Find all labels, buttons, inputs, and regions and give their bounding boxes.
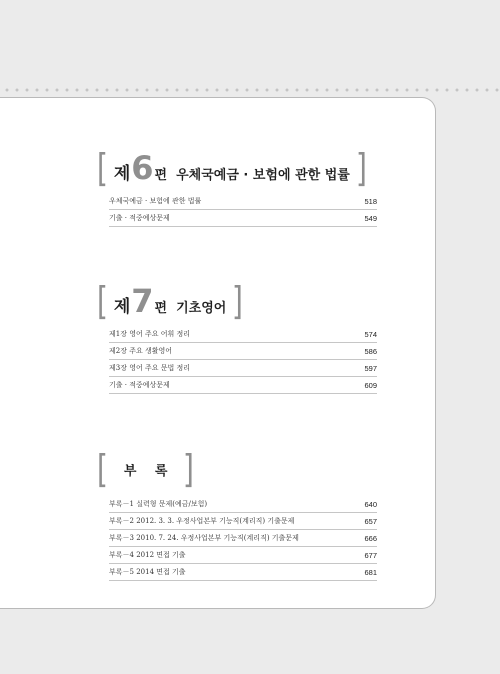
part-number: 7 bbox=[131, 282, 154, 320]
toc-entry-page: 518 bbox=[364, 196, 377, 206]
part-title: 우체국예금 · 보험에 관한 법률 bbox=[176, 168, 350, 183]
toc-entry-page: 657 bbox=[364, 516, 377, 526]
dotted-divider bbox=[0, 86, 500, 94]
part-6-heading bbox=[95, 146, 377, 190]
appendix-title: 부 록 bbox=[123, 463, 168, 479]
appendix-toc bbox=[109, 496, 377, 581]
toc-entry-page: 609 bbox=[364, 380, 377, 390]
part-suffix: 편 bbox=[154, 168, 168, 183]
toc-entry-label: 제2장 주요 생활영어 bbox=[109, 347, 172, 355]
appendix-section bbox=[95, 447, 377, 577]
part-title: 기초영어 bbox=[176, 301, 227, 316]
toc-entry-label: 기출 · 적중예상문제 bbox=[109, 214, 170, 222]
toc-entry[interactable] bbox=[109, 547, 377, 564]
toc-entry-label: 부록－5 2014 면접 기출 bbox=[109, 568, 186, 576]
toc-entry-label: 부록－3 2010. 7. 24. 우정사업본부 기능직(계리직) 기출문제 bbox=[109, 534, 299, 542]
toc-entry-label: 제3장 영어 주요 문법 정리 bbox=[109, 364, 190, 372]
part-7-heading bbox=[95, 279, 377, 323]
toc-entry[interactable] bbox=[109, 193, 377, 210]
left-bracket-icon: [ bbox=[96, 146, 108, 190]
left-bracket-icon: [ bbox=[96, 279, 108, 323]
part-prefix: 제 bbox=[113, 164, 131, 184]
toc-entry[interactable] bbox=[109, 564, 377, 581]
toc-entry-page: 586 bbox=[364, 346, 377, 356]
toc-entry[interactable] bbox=[109, 360, 377, 377]
toc-entry-label: 부록－4 2012 면접 기출 bbox=[109, 551, 186, 559]
part-7-section bbox=[95, 279, 377, 390]
toc-entry-page: 640 bbox=[364, 499, 377, 509]
part-suffix: 편 bbox=[154, 301, 168, 316]
right-bracket-icon: ] bbox=[183, 447, 195, 491]
toc-entry[interactable] bbox=[109, 496, 377, 513]
toc-entry[interactable] bbox=[109, 326, 377, 343]
toc-entry-label: 우체국예금 · 보험에 관한 법률 bbox=[109, 197, 202, 205]
toc-entry-page: 549 bbox=[364, 213, 377, 223]
toc-entry-page: 681 bbox=[364, 567, 377, 577]
left-bracket-icon: [ bbox=[96, 447, 108, 491]
toc-entry-page: 574 bbox=[364, 329, 377, 339]
toc-entry-page: 597 bbox=[364, 363, 377, 373]
appendix-heading bbox=[95, 447, 377, 491]
toc-entry-page: 677 bbox=[364, 550, 377, 560]
toc-entry-label: 제1장 영어 주요 어휘 정리 bbox=[109, 330, 190, 338]
right-bracket-icon: ] bbox=[355, 146, 367, 190]
part-7-toc bbox=[109, 326, 377, 394]
part-number: 6 bbox=[131, 149, 154, 187]
toc-entry[interactable] bbox=[109, 210, 377, 227]
toc-entry-label: 기출 · 적중예상문제 bbox=[109, 381, 170, 389]
right-bracket-icon: ] bbox=[232, 279, 244, 323]
toc-entry[interactable] bbox=[109, 513, 377, 530]
book-page bbox=[0, 97, 436, 609]
toc-entry[interactable] bbox=[109, 530, 377, 547]
toc-entry[interactable] bbox=[109, 377, 377, 394]
toc-entry-label: 부록－1 실력형 문제(예금/보험) bbox=[109, 500, 208, 508]
part-6-toc bbox=[109, 193, 377, 227]
toc-entry-page: 666 bbox=[364, 533, 377, 543]
part-6-section bbox=[95, 146, 377, 223]
toc-entry-label: 부록－2 2012. 3. 3. 우정사업본부 기능직(계리직) 기출문제 bbox=[109, 517, 295, 525]
part-prefix: 제 bbox=[113, 297, 131, 317]
toc-entry[interactable] bbox=[109, 343, 377, 360]
